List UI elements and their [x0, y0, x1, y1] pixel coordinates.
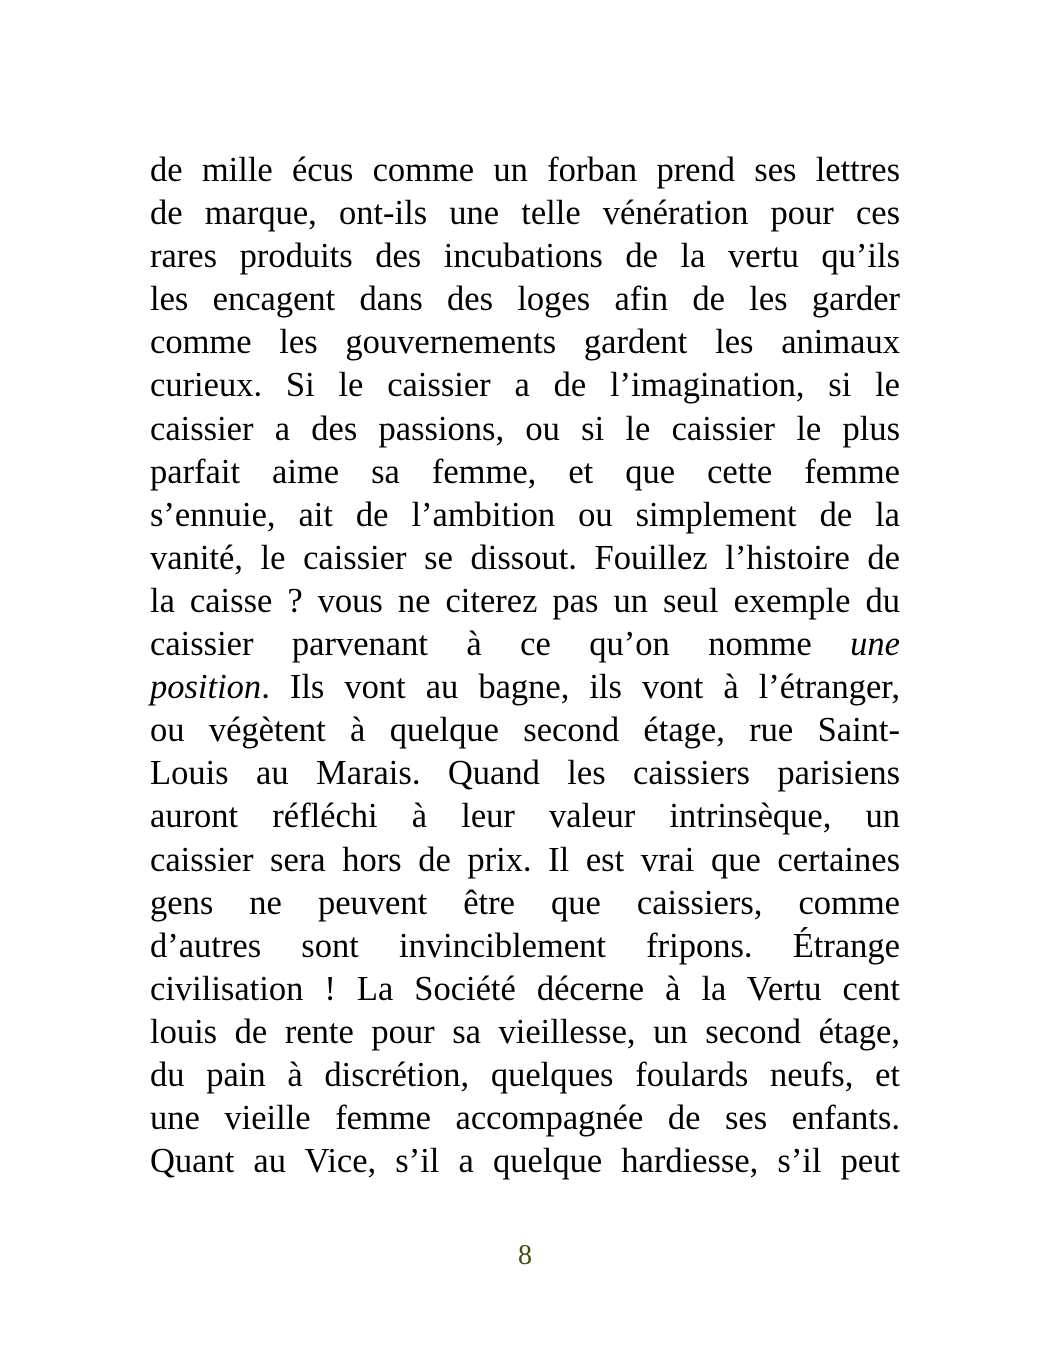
- text-line: [150, 795, 900, 838]
- text-segment: comme les gouvernements gardent les animaux: [150, 323, 900, 362]
- text-line: [150, 580, 900, 623]
- text-line: [150, 451, 900, 494]
- text-line: [150, 666, 900, 709]
- italic-text: une: [850, 625, 900, 664]
- text-line: [150, 925, 900, 968]
- text-segment: ou végètent à quelque second étage, rue Saint-: [150, 711, 900, 750]
- text-segment: louis de rente pour sa vieillesse, un second étage,: [150, 1012, 900, 1051]
- text-segment: curieux. Si le caissier a de l’imagination, si le: [150, 366, 900, 405]
- text-line: [150, 623, 900, 666]
- text-line: [150, 1011, 900, 1054]
- text-line: [150, 537, 900, 580]
- text-segment: la caisse ? vous ne citerez pas un seul exemple du: [150, 581, 900, 620]
- text-segment: caissier a des passions, ou si le caissier le plus: [150, 409, 900, 448]
- text-line: [150, 408, 900, 451]
- text-line: [150, 1140, 900, 1183]
- text-segment: de marque, ont-ils une telle vénération pour ces: [150, 194, 900, 233]
- text-segment: d’autres sont invinciblement fripons. Étrange: [150, 926, 900, 965]
- text-segment: s’ennuie, ait de l’ambition ou simplement de la: [150, 495, 900, 534]
- text-line: [150, 752, 900, 795]
- text-segment: civilisation ! La Société décerne à la Vertu cent: [150, 969, 900, 1008]
- text-line: [150, 839, 900, 882]
- text-segment: les encagent dans des loges afin de les garder: [150, 280, 900, 319]
- text-segment: parfait aime sa femme, et que cette femme: [150, 452, 900, 491]
- text-line: [150, 364, 900, 407]
- text-line: [150, 494, 900, 537]
- text-line: [150, 149, 900, 192]
- text-line: [150, 1097, 900, 1140]
- body-text: [150, 149, 900, 1183]
- text-segment: vanité, le caissier se dissout. Fouillez l’histoire de: [150, 538, 900, 577]
- text-line: [150, 235, 900, 278]
- text-segment: du pain à discrétion, quelques foulards neufs, et: [150, 1055, 900, 1094]
- text-segment: Quant au Vice, s’il a quelque hardiesse, s’il peut: [150, 1142, 900, 1181]
- text-line: [150, 882, 900, 925]
- text-segment: rares produits des incubations de la vertu qu’ils: [150, 237, 900, 276]
- text-line: [150, 968, 900, 1011]
- text-line: [150, 278, 900, 321]
- text-segment: une vieille femme accompagnée de ses enfants.: [150, 1099, 900, 1138]
- text-segment: . Ils vont au bagne, ils vont à l’étranger,: [261, 668, 900, 707]
- text-line: [150, 1054, 900, 1097]
- text-segment: de mille écus comme un forban prend ses lettres: [150, 151, 900, 189]
- text-segment: caissier sera hors de prix. Il est vrai que certaines: [150, 840, 900, 879]
- text-segment: caissier parvenant à ce qu’on nomme: [150, 625, 851, 664]
- text-line: [150, 321, 900, 364]
- page-number: 8: [518, 1240, 532, 1271]
- text-segment: gens ne peuvent être que caissiers, comme: [150, 883, 900, 922]
- text-segment: auront réfléchi à leur valeur intrinsèque, un: [150, 797, 900, 836]
- italic-text: position: [150, 668, 262, 707]
- text-line: [150, 192, 900, 235]
- text-line: [150, 709, 900, 752]
- text-segment: Louis au Marais. Quand les caissiers parisiens: [150, 754, 900, 793]
